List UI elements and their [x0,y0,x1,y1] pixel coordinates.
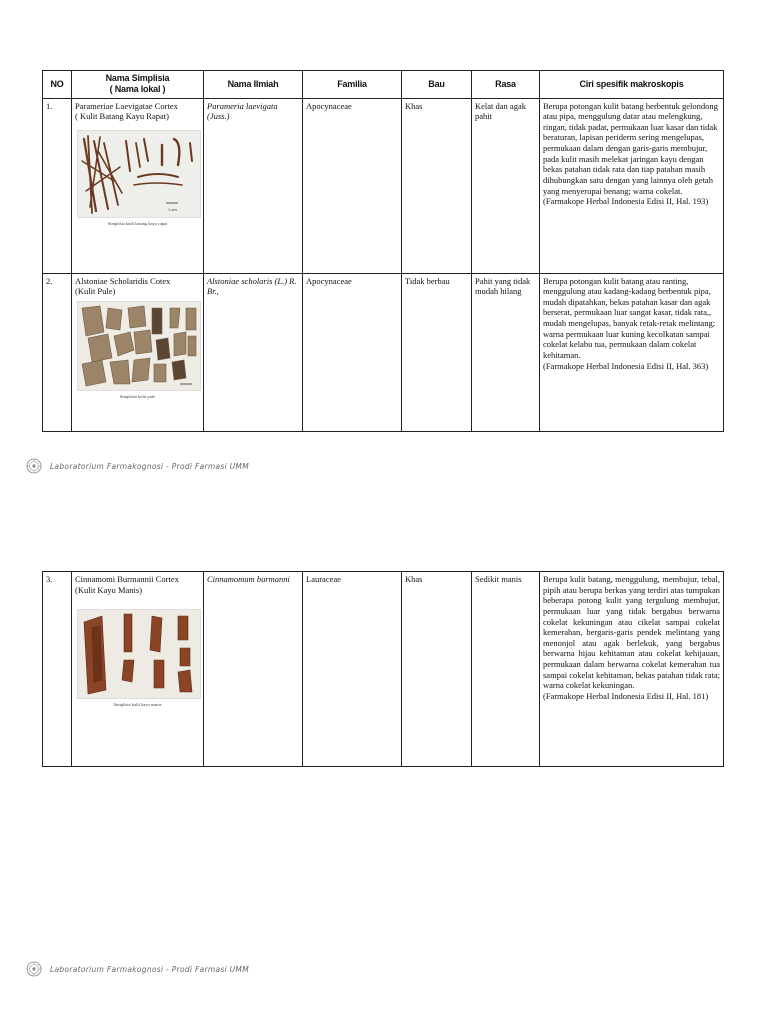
page-footer [26,458,249,474]
header-nama-ilmiah: Nama Ilmiah [204,71,303,99]
header-no: NO [43,71,72,99]
photo-caption: Simplisia kulit pule [119,393,156,399]
specimen-photo [77,609,201,699]
header-ciri-spesifik: Ciri spesifik makroskopis [540,71,724,99]
nama-lokal: (Kulit Pule) [75,286,116,297]
page-footer [26,961,249,977]
cell-familia: Apocynaceae [303,98,402,273]
photo-caption: Simplisia kulit kayu manis [113,702,162,708]
university-logo-icon [26,961,42,977]
table-row [43,98,724,273]
header-nama-simplisia-label: Nama Simplisia [105,73,170,83]
header-bau: Bau [402,71,472,99]
cell-bau: Khas [402,572,472,767]
cell-rasa: Sedikit manis [472,572,540,767]
cell-bau: Khas [402,98,472,273]
cell-rasa: Pahit yang tidak mudah hilang [472,273,540,431]
simplisia-table-page1 [42,70,724,432]
cell-ciri [540,273,724,431]
cell-nama-simplisia [72,572,204,767]
cell-ciri [540,572,724,767]
row-number: 2. [43,273,72,431]
nama-lokal: (Kulit Kayu Manis) [75,584,143,595]
header-rasa: Rasa [472,71,540,99]
cell-nama-ilmiah: Cinnamomum burmanni [204,572,303,767]
specimen-photo [77,130,201,218]
header-familia: Familia [303,71,402,99]
cell-nama-simplisia [72,273,204,431]
cell-bau: Tidak berbau [402,273,472,431]
cell-familia: Apocynaceae [303,273,402,431]
cell-nama-ilmiah: Alstoniae scholaris (L.) R. Br., [204,273,303,431]
nama-simplisia: Cinnamomi Burmannii Cortex [75,574,179,584]
bark-pieces-image [78,302,200,390]
university-logo-icon [26,458,42,474]
cell-familia: Lauraceae [303,572,402,767]
svg-text:1 cm: 1 cm [168,206,177,212]
ciri-reference: (Farmakope Herbal Indonesia Edisi II, Hal. 193) [543,196,709,207]
row-number: 3. [43,572,72,767]
ciri-reference: (Farmakope Herbal Indonesia Edisi II, Hal. 181) [543,690,709,701]
photo-caption: Simplisia kulit batang kayu rapat [107,220,168,226]
cell-nama-simplisia [72,98,204,273]
table-header-row [43,71,724,99]
nama-simplisia: Parameriae Laevigatae Cortex [75,100,178,111]
cinnamon-bark-image [78,610,200,698]
ciri-description: Berupa kulit batang, menggulung, membujur, tebal, pipih atau berupa berkas yang terdiri atas tumpukan beberapa potong kulit yang tergulung membujur, permukaan luar yang tidak bergabus berwarna cokelat kekuningan atau cikelat sampai cokelat kemerahan, bergaris-garis pendek melintang yang menonjol atau agak berlekuk, yang bergabus berwarna hijau kehitaman atau cokelat kehijauan, permukaan dalam berwarna cokelat kemerahan tua sampai cokelat kehitaman, bekas patahan tidak rata; warna cokelat kekuningan. [543,574,720,691]
footer-text: Laboratorium Farmakognosi - Prodi Farmasi UMM [50,461,249,471]
cell-nama-ilmiah: Parameria laevigata (Juss.) [204,98,303,273]
nama-simplisia: Alstoniae Scholaridis Cotex [75,275,171,286]
cell-ciri [540,98,724,273]
header-nama-lokal-label: ( Nama lokal ) [109,84,166,95]
table-row [43,572,724,767]
ciri-description: Berupa potongan kulit batang berbentuk gelondong atau pipa, menggulung datar atau melengkung, ringan, tidak padat, permukaan luar kasar dan tidak beraturan, lapisan periderm sering mengelupas, permukaan dalam dengan garis-garis membujur, pada kulit masih melekat jaringan kayu dengan bekas patahan tidak rata dan tiap patahan masih dihubungkan satu dengan yang lainnya oleh getah yang menyerupai benang; warna cokelat. [543,100,718,196]
header-nama-simplisia [72,71,204,99]
ciri-description: Berupa potongan kulit batang atau ranting, menggulung atau kadang-kadang berbentuk pipa, mudah dipatahkan, bekas patahan kasar dan agak berserat, permukaan luar sangat kasar, tidak rata,, mudah mengelupas, banyak retak-retak melintang; warna permukaan luar kuning kecolkatan sampai cokelat kelabu tua, permukaan dalam cokelat kehitaman. [543,275,716,360]
footer-text: Laboratorium Farmakognosi - Prodi Farmasi UMM [50,964,249,974]
simplisia-table-page2 [42,571,724,767]
specimen-photo [77,301,201,391]
nama-lokal: ( Kulit Batang Kayu Rapat) [75,111,169,122]
row-number: 1. [43,98,72,273]
bark-sticks-image [78,131,200,217]
ciri-reference: (Farmakope Herbal Indonesia Edisi II, Hal. 363) [543,360,709,371]
table-row [43,273,724,431]
cell-rasa: Kelat dan agak pahit [472,98,540,273]
